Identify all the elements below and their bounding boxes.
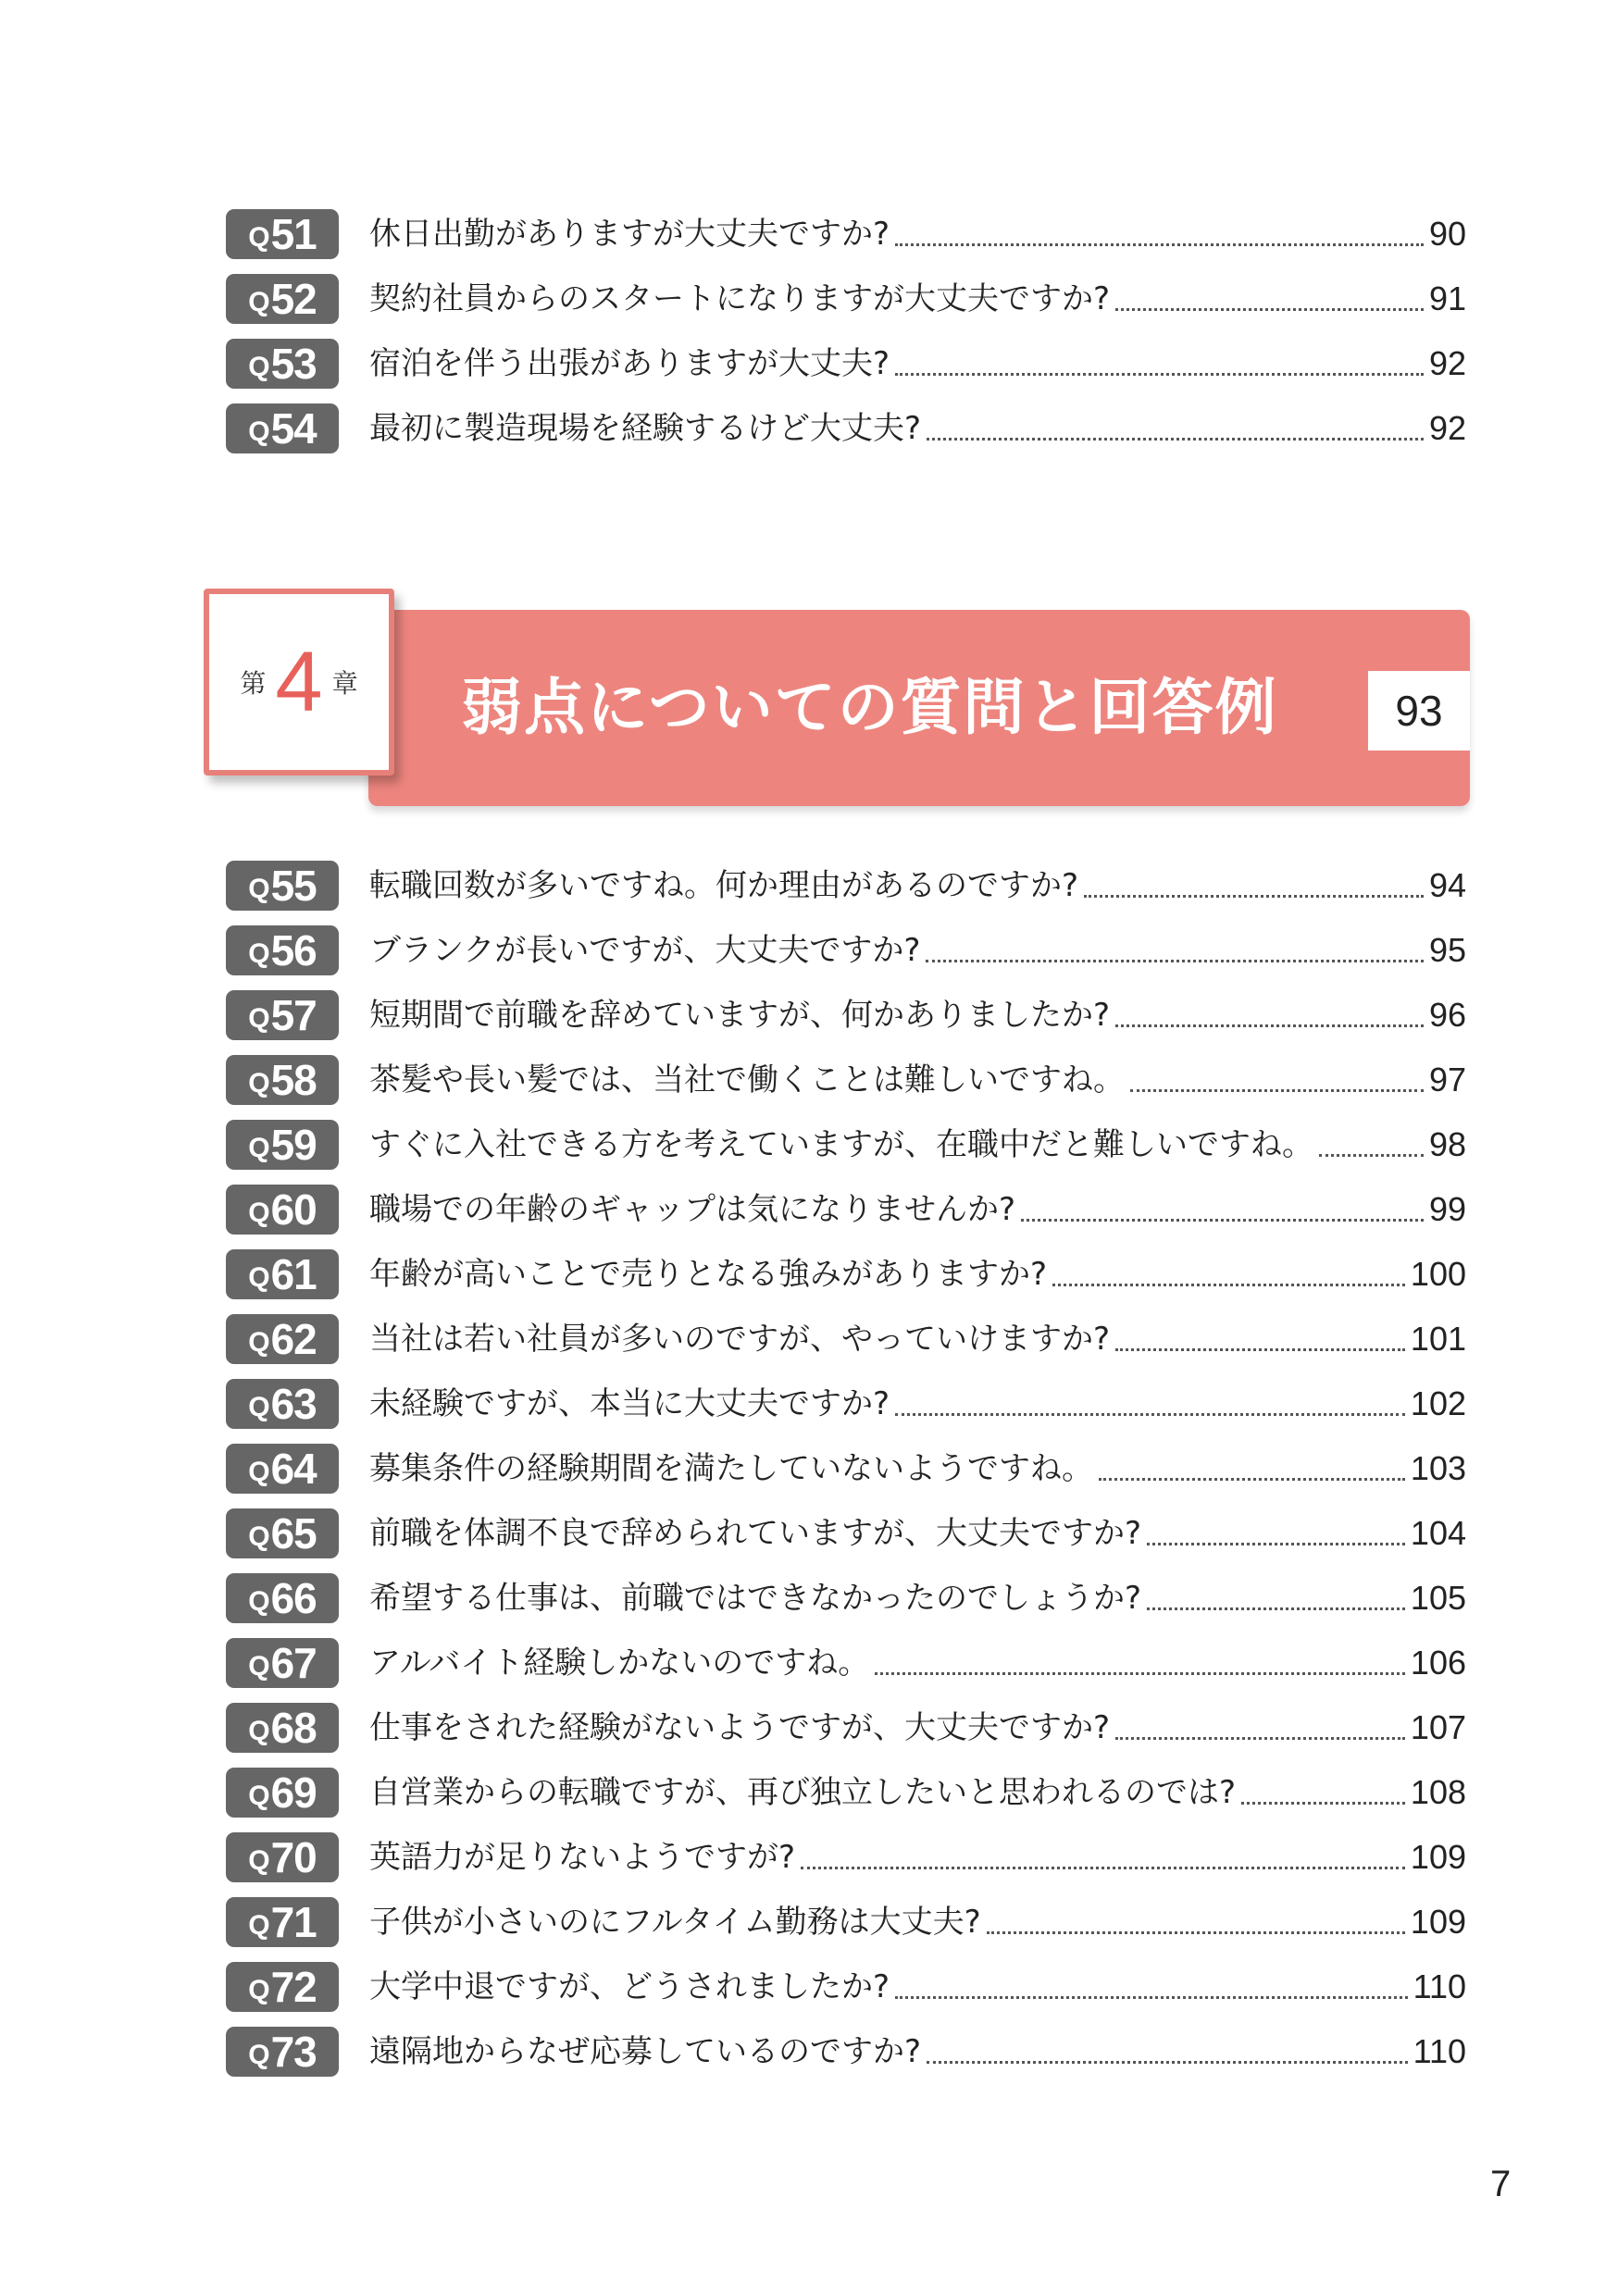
entry-line (369, 1444, 1466, 1494)
question-number-badge (226, 2027, 339, 2077)
question-number-badge (226, 209, 339, 259)
page-number: 101 (1410, 1320, 1466, 1358)
question-text: アルバイト経験しかないのですね。 (369, 1644, 870, 1682)
dotted-leader (1241, 1802, 1405, 1805)
question-number: 72 (270, 1963, 317, 2011)
dotted-leader (895, 243, 1424, 246)
toc-entry[interactable] (226, 331, 1466, 396)
page-number: 99 (1428, 1190, 1466, 1228)
toc-entry[interactable] (226, 853, 1466, 918)
question-prefix: Q (248, 1068, 269, 1098)
toc-entry[interactable] (226, 1631, 1466, 1695)
entry-line (369, 1120, 1466, 1170)
toc-entry[interactable] (226, 983, 1466, 1048)
chapter-number-box (204, 589, 394, 776)
entry-line (369, 1832, 1466, 1882)
question-text: ブランクが長いですが、大丈夫ですか? (369, 932, 921, 969)
question-text: 契約社員からのスタートになりますが大丈夫ですか? (369, 280, 1111, 317)
question-number-badge (226, 925, 339, 975)
question-text: 英語力が足りないようですが? (369, 1839, 796, 1876)
page-number: 96 (1428, 996, 1466, 1034)
dotted-leader (926, 960, 1424, 962)
question-number: 64 (270, 1445, 317, 1493)
entry-line (369, 861, 1466, 911)
dotted-leader (1084, 895, 1424, 898)
entry-line (369, 1573, 1466, 1623)
entry-line (369, 1249, 1466, 1299)
toc-entry[interactable] (226, 1760, 1466, 1825)
toc-entry[interactable] (226, 1177, 1466, 1242)
question-number: 54 (270, 404, 317, 453)
question-number: 53 (270, 340, 317, 388)
entry-line (369, 274, 1466, 324)
question-number: 71 (270, 1898, 317, 1946)
question-prefix: Q (248, 1457, 269, 1487)
entry-line (369, 1185, 1466, 1235)
page-number: 94 (1428, 866, 1466, 904)
dotted-leader (895, 373, 1424, 376)
question-number: 68 (270, 1704, 317, 1752)
question-prefix: Q (248, 1910, 269, 1941)
question-text: 職場での年齢のギャップは気になりませんか? (369, 1191, 1016, 1228)
entry-line (369, 990, 1466, 1040)
entry-line (369, 1314, 1466, 1364)
page-number: 109 (1410, 1838, 1466, 1876)
toc-section-1 (226, 202, 1466, 461)
toc-entry[interactable] (226, 1890, 1466, 1955)
question-number: 65 (270, 1509, 317, 1558)
question-number-badge (226, 1897, 339, 1947)
question-number: 67 (270, 1639, 317, 1687)
question-prefix: Q (248, 222, 269, 253)
page-number: 98 (1428, 1125, 1466, 1163)
question-number: 66 (270, 1574, 317, 1622)
question-number-badge (226, 1055, 339, 1105)
toc-entry[interactable] (226, 202, 1466, 267)
toc-entry[interactable] (226, 1955, 1466, 2019)
page-number: 92 (1428, 344, 1466, 382)
question-number-badge (226, 1832, 339, 1882)
page-number: 110 (1413, 1967, 1466, 2005)
toc-entry[interactable] (226, 1307, 1466, 1371)
question-number-badge (226, 274, 339, 324)
page-number: 109 (1410, 1903, 1466, 1941)
toc-entry[interactable] (226, 1501, 1466, 1566)
question-prefix: Q (248, 416, 269, 447)
question-text: 前職を体調不良で辞められていますが、大丈夫ですか? (369, 1515, 1142, 1552)
chapter-header-bar (368, 610, 1470, 806)
chapter-title: 弱点についての質問と回答例 (461, 672, 1278, 743)
page-number: 103 (1410, 1449, 1466, 1487)
entry-line (369, 1379, 1466, 1429)
entry-line (369, 1897, 1466, 1947)
dotted-leader (1021, 1219, 1424, 1222)
question-number-badge (226, 1444, 339, 1494)
dotted-leader (1115, 1348, 1405, 1351)
question-number-badge (226, 1768, 339, 1818)
question-number-badge (226, 1185, 339, 1235)
question-number: 58 (270, 1056, 317, 1104)
question-number-badge (226, 1379, 339, 1429)
question-number-badge (226, 1314, 339, 1364)
question-number-badge (226, 1638, 339, 1688)
question-prefix: Q (248, 1262, 269, 1293)
entry-line (369, 1962, 1466, 2012)
dotted-leader (1147, 1543, 1405, 1545)
question-number-badge (226, 861, 339, 911)
dotted-leader (1115, 1737, 1405, 1740)
question-text: 仕事をされた経験がないようですが、大丈夫ですか? (369, 1709, 1111, 1746)
question-prefix: Q (248, 1003, 269, 1034)
question-number: 70 (270, 1833, 317, 1881)
toc-section-2 (226, 853, 1466, 2084)
question-text: 休日出勤がありますが大丈夫ですか? (369, 216, 890, 253)
chapter-number: 4 (275, 635, 323, 729)
toc-entry[interactable] (226, 1112, 1466, 1177)
entry-line (369, 209, 1466, 259)
question-prefix: Q (248, 874, 269, 904)
page-number: 91 (1428, 279, 1466, 317)
question-number: 61 (270, 1250, 317, 1298)
question-number-badge (226, 339, 339, 389)
toc-entry[interactable] (226, 1695, 1466, 1760)
dotted-leader (1115, 308, 1424, 311)
entry-line (369, 1703, 1466, 1753)
dotted-leader (927, 438, 1424, 441)
question-prefix: Q (248, 1521, 269, 1552)
question-prefix: Q (248, 1781, 269, 1811)
toc-entry[interactable] (226, 1371, 1466, 1436)
toc-entry[interactable] (226, 1048, 1466, 1112)
chapter-page-number: 93 (1368, 671, 1470, 751)
question-number-badge (226, 1508, 339, 1558)
toc-entry[interactable] (226, 1566, 1466, 1631)
entry-line (369, 1055, 1466, 1105)
dotted-leader (1115, 1024, 1424, 1027)
question-prefix: Q (248, 287, 269, 317)
question-text: 宿泊を伴う出張がありますが大丈夫? (369, 345, 890, 382)
question-prefix: Q (248, 1327, 269, 1358)
question-number: 63 (270, 1380, 317, 1428)
dotted-leader (1319, 1154, 1424, 1157)
page-number: 90 (1428, 215, 1466, 253)
dotted-leader (875, 1672, 1405, 1675)
question-number: 69 (270, 1769, 317, 1817)
question-number: 59 (270, 1121, 317, 1169)
question-text: 未経験ですが、本当に大丈夫ですか? (369, 1385, 890, 1422)
question-number: 60 (270, 1185, 317, 1234)
toc-entry[interactable] (226, 396, 1466, 461)
entry-line (369, 1508, 1466, 1558)
question-prefix: Q (248, 1392, 269, 1422)
question-number: 52 (270, 275, 317, 323)
question-text: 募集条件の経験期間を満たしていないようですね。 (369, 1450, 1093, 1487)
question-text: 希望する仕事は、前職ではできなかったのでしょうか? (369, 1580, 1142, 1617)
toc-entry[interactable] (226, 1242, 1466, 1307)
entry-line (369, 339, 1466, 389)
question-prefix: Q (248, 1845, 269, 1876)
chapter-suffix: 章 (331, 668, 358, 699)
question-text: 茶髪や長い髪では、当社で働くことは難しいですね。 (369, 1061, 1125, 1098)
question-prefix: Q (248, 1716, 269, 1746)
dotted-leader (927, 2061, 1408, 2064)
chapter-prefix: 第 (240, 668, 267, 699)
question-prefix: Q (248, 1651, 269, 1682)
entry-line (369, 2027, 1466, 2077)
question-text: 遠隔地からなぜ応募しているのですか? (369, 2033, 922, 2070)
question-number: 55 (270, 862, 317, 910)
question-number-badge (226, 403, 339, 453)
question-prefix: Q (248, 2040, 269, 2070)
page-number: 105 (1410, 1579, 1466, 1617)
toc-entry[interactable] (226, 1436, 1466, 1501)
question-text: 大学中退ですが、どうされましたか? (369, 1968, 890, 2005)
question-text: 最初に製造現場を経験するけど大丈夫? (369, 410, 922, 447)
page-number: 97 (1428, 1061, 1466, 1098)
page-folio: 7 (1490, 2164, 1512, 2204)
entry-line (369, 1768, 1466, 1818)
question-number-badge (226, 1962, 339, 2012)
question-number: 57 (270, 991, 317, 1039)
page-number: 92 (1428, 409, 1466, 447)
question-number: 56 (270, 926, 317, 974)
question-number-badge (226, 1249, 339, 1299)
page-number: 102 (1410, 1384, 1466, 1422)
page-number: 108 (1410, 1773, 1466, 1811)
toc-entry[interactable] (226, 2019, 1466, 2084)
question-text: すぐに入社できる方を考えていますが、在職中だと難しいですね。 (369, 1126, 1313, 1163)
dotted-leader (1130, 1089, 1424, 1092)
page-number: 110 (1413, 2032, 1466, 2070)
entry-line (369, 403, 1466, 453)
question-text: 子供が小さいのにフルタイム勤務は大丈夫? (369, 1904, 981, 1941)
dotted-leader (1052, 1284, 1405, 1286)
toc-entry[interactable] (226, 1825, 1466, 1890)
question-text: 自営業からの転職ですが、再び独立したいと思われるのでは? (369, 1774, 1237, 1811)
question-number-badge (226, 990, 339, 1040)
entry-line (369, 1638, 1466, 1688)
question-prefix: Q (248, 938, 269, 969)
question-text: 転職回数が多いですね。何か理由があるのですか? (369, 867, 1079, 904)
question-prefix: Q (248, 1586, 269, 1617)
question-number: 73 (270, 2028, 317, 2076)
toc-entry[interactable] (226, 918, 1466, 983)
question-prefix: Q (248, 1133, 269, 1163)
question-text: 当社は若い社員が多いのですが、やっていけますか? (369, 1321, 1111, 1358)
question-number: 62 (270, 1315, 317, 1363)
page-number: 95 (1428, 931, 1466, 969)
dotted-leader (801, 1867, 1405, 1869)
dotted-leader (987, 1931, 1405, 1934)
page-number: 107 (1410, 1708, 1466, 1746)
page-number: 100 (1410, 1255, 1466, 1293)
question-prefix: Q (248, 1198, 269, 1228)
toc-entry[interactable] (226, 267, 1466, 331)
question-text: 年齢が高いことで売りとなる強みがありますか? (369, 1256, 1048, 1293)
question-text: 短期間で前職を辞めていますが、何かありましたか? (369, 997, 1111, 1034)
entry-line (369, 925, 1466, 975)
question-number: 51 (270, 210, 317, 258)
question-number-badge (226, 1703, 339, 1753)
dotted-leader (1099, 1478, 1405, 1481)
question-number-badge (226, 1573, 339, 1623)
dotted-leader (895, 1413, 1405, 1416)
question-prefix: Q (248, 352, 269, 382)
dotted-leader (895, 1996, 1408, 1999)
page-number: 104 (1410, 1514, 1466, 1552)
question-prefix: Q (248, 1975, 269, 2005)
question-number-badge (226, 1120, 339, 1170)
dotted-leader (1147, 1607, 1405, 1610)
page-number: 106 (1410, 1644, 1466, 1682)
